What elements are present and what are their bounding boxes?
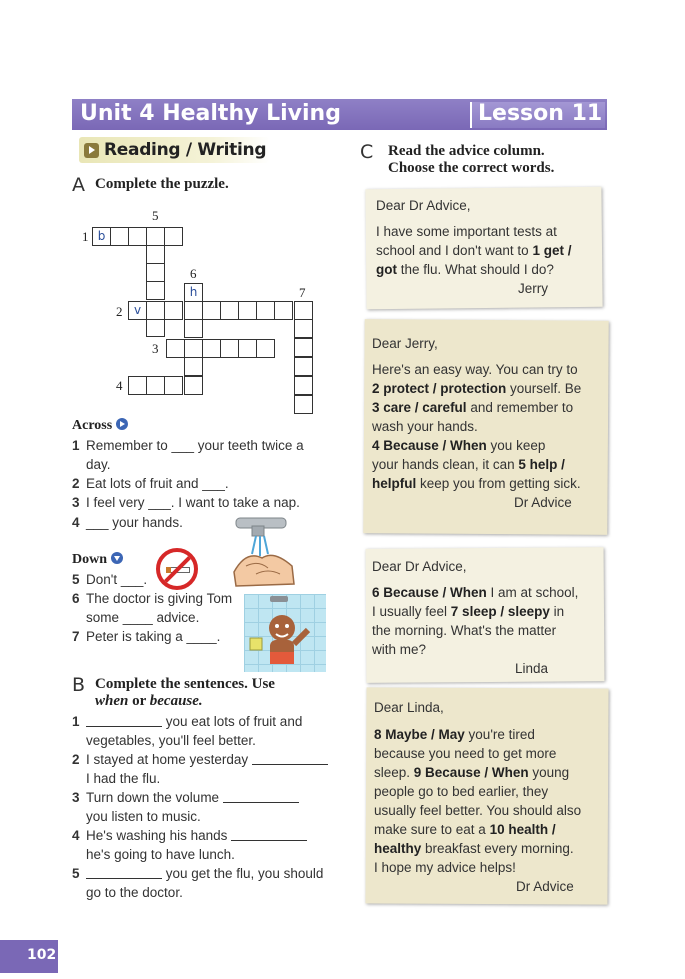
letter-text: 6 Because / When I am at school, (372, 585, 579, 600)
crossword-cell[interactable] (274, 301, 293, 320)
crossword-cell[interactable] (184, 301, 203, 320)
crossword-cell[interactable] (294, 357, 313, 376)
letter-text: usually feel better. You should also (374, 803, 582, 818)
crossword-number: 4 (116, 378, 123, 393)
crossword-number: 7 (299, 285, 306, 300)
letter-text: with me? (372, 642, 427, 657)
section-c-instruction: Read the advice column. (388, 143, 545, 159)
arrow-down-icon (111, 552, 123, 564)
crossword-cell[interactable] (146, 263, 165, 282)
crossword-cell[interactable] (294, 395, 313, 414)
letter-text: got the flu. What should I do? (376, 262, 554, 277)
play-icon (84, 143, 99, 158)
crossword-cell[interactable] (166, 339, 185, 358)
sentence: 1 you eat lots of fruit and (72, 714, 303, 729)
letter-signature: Jerry (518, 281, 548, 296)
answer-blank[interactable] (252, 753, 328, 765)
crossword-cell[interactable] (164, 376, 183, 395)
sentence: 3 Turn down the volume (72, 790, 299, 805)
down-clue: 7 Peter is taking a ____. (72, 629, 221, 644)
crossword-cell[interactable] (146, 318, 165, 337)
letter-text: because you need to get more (374, 746, 557, 761)
crossword-cell[interactable] (294, 338, 313, 357)
letter-salutation: Dear Dr Advice, (376, 198, 471, 213)
crossword-cell[interactable] (220, 301, 239, 320)
letter-text: the morning. What's the matter (372, 623, 557, 638)
sentence: 4 He's washing his hands (72, 828, 307, 843)
letter-salutation: Dear Jerry, (372, 336, 438, 351)
answer-blank[interactable] (223, 791, 299, 803)
crossword-cell[interactable] (146, 245, 165, 264)
section-c-letter: C (360, 141, 374, 163)
page-number: 102 (27, 947, 57, 963)
sentence: 5 you get the flu, you should (72, 866, 324, 881)
crossword-cell[interactable] (202, 301, 221, 320)
crossword-cell[interactable]: v (128, 301, 147, 320)
across-clue: 1 Remember to ___ your teeth twice a (72, 438, 304, 453)
lesson-title: Lesson 11 (478, 101, 603, 126)
letter-text: 2 protect / protection yourself. Be (372, 381, 582, 396)
crossword-cell[interactable] (256, 339, 275, 358)
down-clue: 6 The doctor is giving Tom (72, 591, 233, 606)
across-clue: 3 I feel very ___. I want to take a nap. (72, 495, 300, 510)
down-heading: Down (72, 552, 123, 568)
crossword-cell[interactable] (128, 227, 147, 246)
crossword-number: 5 (152, 208, 159, 223)
letter-text: make sure to eat a 10 health / (374, 822, 556, 837)
letter-text: 3 care / careful and remember to (372, 400, 574, 415)
crossword-number: 1 (82, 229, 89, 244)
crossword-cell[interactable] (146, 281, 165, 300)
letter-text: Here's an easy way. You can try to (372, 362, 578, 377)
crossword-cell[interactable]: h (184, 283, 203, 302)
crossword-number: 6 (190, 266, 197, 281)
crossword-cell[interactable] (294, 319, 313, 338)
sentence-cont: go to the doctor. (86, 885, 183, 900)
section-b-letter: B (72, 674, 86, 696)
letter-text: your hands clean, it can 5 help / (372, 457, 565, 472)
answer-blank[interactable] (86, 715, 162, 727)
crossword-cell[interactable] (146, 301, 165, 320)
crossword-cell[interactable] (220, 339, 239, 358)
down-clue-cont: some ____ advice. (86, 610, 200, 625)
section-c-instruction-2: Choose the correct words. (388, 160, 555, 176)
shower-picture (244, 594, 326, 672)
no-smoking-icon (156, 548, 198, 590)
crossword-cell[interactable] (184, 357, 203, 376)
sentence-cont: vegetables, you'll feel better. (86, 733, 256, 748)
crossword-cell[interactable] (294, 376, 313, 395)
sentence-cont: he's going to have lunch. (86, 847, 235, 862)
across-clue: 2 Eat lots of fruit and ___. (72, 476, 229, 491)
crossword-cell[interactable] (256, 301, 275, 320)
letter-salutation: Dear Linda, (374, 700, 444, 715)
crossword-number: 3 (152, 341, 159, 356)
letter-signature: Linda (515, 661, 549, 676)
crossword-cell[interactable] (294, 301, 313, 320)
across-heading: Across (72, 418, 128, 434)
down-clue: 5 Don't ___. (72, 572, 148, 587)
letter-text: sleep. 9 Because / When young (374, 765, 570, 780)
section-b-instruction-2: when or because. (95, 693, 203, 709)
letter-text: 8 Maybe / May you're tired (374, 727, 535, 742)
across-clue-cont: day. (86, 457, 111, 472)
letter-text: people go to bed earlier, they (374, 784, 549, 799)
section-label: Reading / Writing (104, 140, 267, 160)
letter-text: healthy breakfast every morning. (374, 841, 574, 856)
crossword-cell[interactable]: b (92, 227, 111, 246)
crossword-cell[interactable] (238, 339, 257, 358)
answer-blank[interactable] (86, 867, 162, 879)
section-b-instruction: Complete the sentences. Use (95, 676, 275, 692)
letter-text: I usually feel 7 sleep / sleepy in (372, 604, 565, 619)
sentence: 2 I stayed at home yesterday (72, 752, 328, 767)
crossword-cell[interactable] (238, 301, 257, 320)
letter-text: I hope my advice helps! (374, 860, 516, 875)
arrow-right-icon (116, 418, 128, 430)
section-a-letter: A (72, 174, 85, 196)
crossword-cell[interactable] (110, 227, 129, 246)
crossword-cell[interactable] (184, 319, 203, 338)
crossword-number: 2 (116, 304, 123, 319)
letter-signature: Dr Advice (514, 495, 572, 510)
across-clue: 4 ___ your hands. (72, 515, 183, 530)
letter-salutation: Dear Dr Advice, (372, 559, 467, 574)
crossword-cell[interactable] (184, 376, 203, 395)
letter-text: school and I don't want to 1 get / (376, 243, 572, 258)
letter-text: I have some important tests at (376, 224, 557, 239)
unit-title: Unit 4 Healthy Living (80, 101, 341, 126)
letter-text: wash your hands. (372, 419, 478, 434)
crossword-cell[interactable] (146, 227, 165, 246)
answer-blank[interactable] (231, 829, 307, 841)
letter-text: helpful keep you from getting sick. (372, 476, 581, 491)
crossword-cell[interactable] (146, 376, 165, 395)
sentence-cont: I had the flu. (86, 771, 161, 786)
washing-hands-picture (228, 514, 300, 589)
letter-text: 4 Because / When you keep (372, 438, 546, 453)
section-a-instruction: Complete the puzzle. (95, 176, 229, 192)
letter-signature: Dr Advice (516, 879, 574, 894)
crossword-cell[interactable] (164, 301, 183, 320)
sentence-cont: you listen to music. (86, 809, 201, 824)
crossword-cell[interactable] (128, 376, 147, 395)
crossword-cell[interactable] (184, 339, 203, 358)
crossword-cell[interactable] (202, 339, 221, 358)
crossword-cell[interactable] (164, 227, 183, 246)
